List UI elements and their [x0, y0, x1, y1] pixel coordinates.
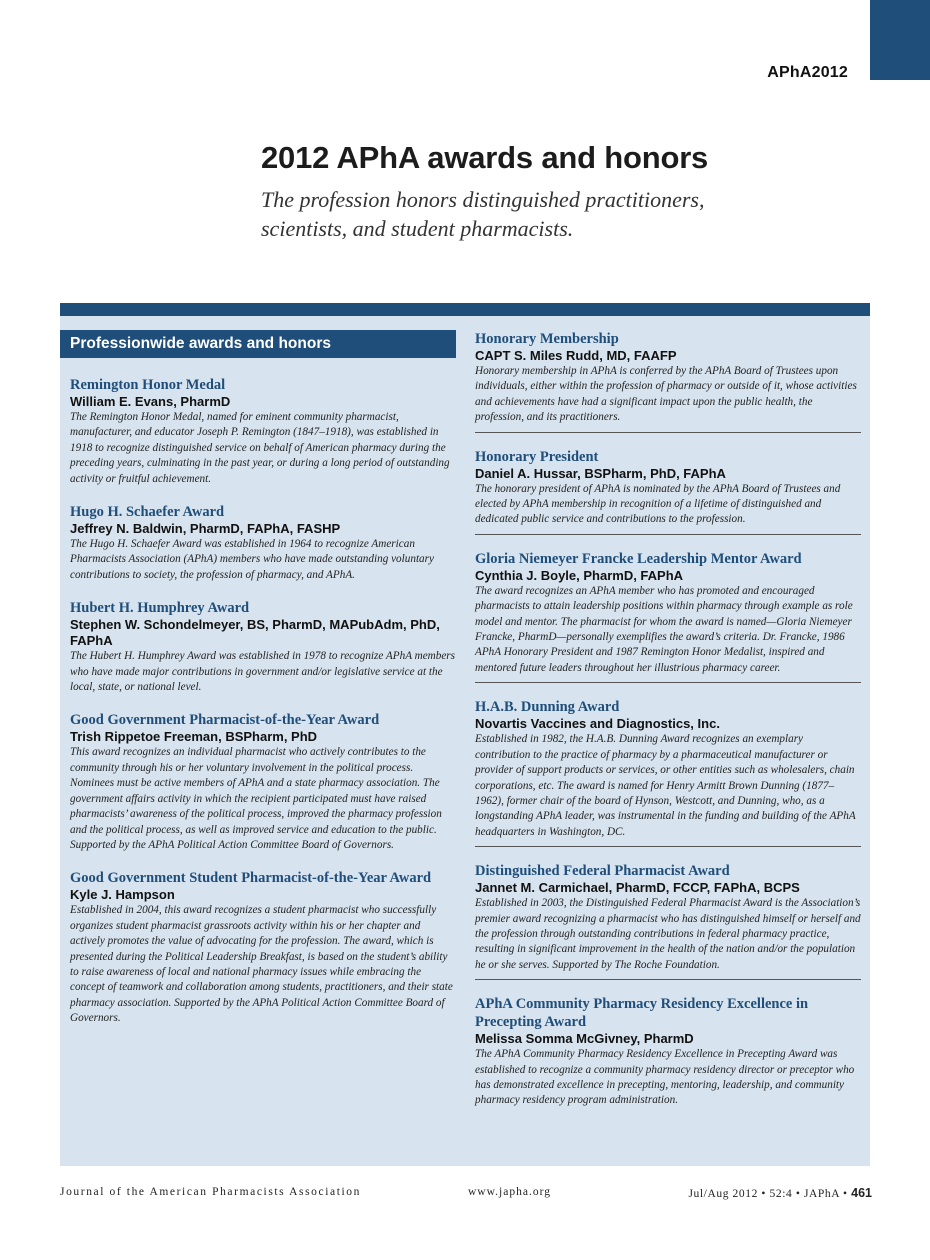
- award-recipient: Melissa Somma McGivney, PharmD: [475, 1031, 694, 1047]
- award-title: APhA Community Pharmacy Residency Excellence in Precepting Award: [475, 996, 809, 1031]
- award-title: Good Government Student Pharmacist-of-the-Year Award: [70, 870, 432, 887]
- award-title: Gloria Niemeyer Francke Leadership Mentor Award: [475, 550, 802, 567]
- award-entry: [70, 503, 456, 583]
- award-description: Established in 2003, the Distinguished Federal Pharmacist Award is the Association’s premier award recognizing a pharmacist who has distinguished himself or herself and the profession through outstanding contributions in federal pharmacy practice, resulting in significant improvement in the health of the nation and/or the population he or she serves. Supported by The Roche Foundation.: [475, 897, 861, 971]
- award-entry: [70, 711, 456, 853]
- award-entry: [70, 376, 456, 487]
- award-recipient: Daniel A. Hussar, BSPharm, PhD, FAPhA: [475, 465, 726, 481]
- award-description: Honorary membership in APhA is conferred by the APhA Board of Trustees upon individuals, either within the profession of pharmacy or outside of it, whose activities and achievements have had a significant impact upon the public health, the profession, and its practitioners.: [475, 365, 857, 424]
- award-description: Established in 1982, the H.A.B. Dunning Award recognizes an exemplary contribution to the practice of pharmacy by a pharmaceutical manufacturer or provider of support products or services, or other entities such as wholesalers, chain corporations, etc. The award is named for Henry Armitt Brown Dunning (1877–1962), former chair of the board of Hynson, Westcott, and Dunning, who, as a longstanding APhA leader, was instrumental in the funding and building of the APhA headquarters in Washington, DC.: [475, 733, 856, 838]
- right-column: [475, 330, 861, 1130]
- award-description: Established in 2004, this award recognizes a student pharmacist who successfully organizes student pharmacist grassroots activity within his or her chapter and actively promotes the value of advocating for the profession. The award, which is presented during the Political Leadership Breakfast, is based on the student’s ability to raise awareness of local and national pharmacy issues while embracing the concept of teamwork and collaboration among students, practitioners, and their state pharmacy association. Supported by the APhA Political Action Committee Board of Governors.: [70, 904, 453, 1025]
- award-recipient: Jannet M. Carmichael, PharmD, FCCP, FAPhA, BCPS: [475, 880, 800, 896]
- award-entry: [70, 599, 456, 695]
- award-description: The Hugo H. Schaefer Award was established in 1964 to recognize American Pharmacists Association (APhA) members who have made outstanding voluntary contributions to society, the profession of pharmacy, and APhA.: [70, 538, 434, 581]
- award-recipient: Novartis Vaccines and Diagnostics, Inc.: [475, 716, 720, 732]
- award-title: H.A.B. Dunning Award: [475, 699, 620, 716]
- footer-journal-name: Journal of the American Pharmacists Association: [60, 1186, 361, 1198]
- section-banner: Professionwide awards and honors: [60, 330, 456, 358]
- award-title: Remington Honor Medal: [70, 377, 226, 393]
- award-title: Honorary President: [475, 448, 599, 465]
- award-title: Good Government Pharmacist-of-the-Year Award: [70, 712, 380, 729]
- page-subtitle: The profession honors distinguished practitioners, scientists, and student pharmacists.: [261, 187, 705, 241]
- award-description: This award recognizes an individual pharmacist who actively contributes to the community through his or her voluntary involvement in the political process. Nominees must be active members of APhA and a state pharmacy association. The government affairs activity in which the recipient participated must have raised pharmacists’ awareness of the political process, improved the pharmacy profession and the political process, as well as improved service and education to the public. Supported by the APhA Political Action Committee Board of Governors.: [70, 746, 442, 851]
- award-entry: [475, 698, 861, 847]
- award-entry: [475, 448, 861, 535]
- award-entry: [475, 995, 861, 1115]
- award-entry: [475, 330, 861, 433]
- award-recipient: Trish Rippetoe Freeman, BSPharm, PhD: [70, 729, 318, 745]
- footer-issue-text: Jul/Aug 2012 • 52:4 • JAPhA •: [688, 1188, 848, 1200]
- award-recipient: Cynthia J. Boyle, PharmD, FAPhA: [475, 567, 684, 583]
- panel-top-bar: [60, 303, 870, 316]
- award-entry: [475, 550, 861, 683]
- award-recipient: Jeffrey N. Baldwin, PharmD, FAPhA, FASHP: [70, 521, 341, 537]
- section-label: APhA2012: [767, 64, 848, 81]
- award-description: The Remington Honor Medal, named for eminent community pharmacist, manufacturer, and educator Joseph P. Remington (1847–1918), was established in 1918 to recognize distinguished service on behalf of American pharmacy during the preceding years, culminating in the past year, or during a long period of outstanding activity or fruitful achievement.: [70, 411, 450, 485]
- award-title: Hugo H. Schaefer Award: [70, 504, 225, 521]
- award-title: Honorary Membership: [475, 331, 619, 347]
- award-description: The honorary president of APhA is nominated by the APhA Board of Trustees and elected by APhA membership in recognition of a lifetime of distinguished and dedicated public service and contributions to the profession.: [475, 482, 841, 526]
- award-title: Distinguished Federal Pharmacist Award: [475, 863, 730, 880]
- award-title: Hubert H. Humphrey Award: [70, 600, 250, 617]
- page-number: 461: [851, 1186, 872, 1200]
- left-column: [70, 330, 456, 1043]
- award-description: The award recognizes an APhA member who has promoted and encouraged pharmacists to attain leadership positions within pharmacy through example as role model and mentor. The pharmacist for whom the award is named—Gloria Niemeyer Francke, PharmD—personally exemplifies the award’s criteria. Dr. Francke, 1986 APhA Honorary President and 1987 Remington Honor Medalist, inspired and mentored future leaders throughout her illustrious pharmacy career.: [475, 584, 853, 674]
- award-description: The APhA Community Pharmacy Residency Excellence in Precepting Award was established to recognize a community pharmacy residency director or preceptor who has demonstrated excellence in precepting, mentoring, leadership, and community pharmacy residency program administration.: [475, 1048, 855, 1107]
- award-recipient: Kyle J. Hampson: [70, 887, 175, 903]
- page-footer: [60, 1186, 872, 1204]
- footer-url[interactable]: www.japha.org: [468, 1186, 551, 1198]
- page-title: 2012 APhA awards and honors: [261, 140, 709, 175]
- award-entry: [475, 862, 861, 980]
- footer-issue: [688, 1186, 872, 1200]
- award-recipient: Stephen W. Schondelmeyer, BS, PharmD, MAPubAdm, PhD, FAPhA: [70, 617, 440, 649]
- award-recipient: CAPT S. Miles Rudd, MD, FAAFP: [475, 348, 677, 363]
- corner-color-tab: [870, 0, 930, 80]
- award-recipient: William E. Evans, PharmD: [70, 394, 231, 409]
- award-description: The Hubert H. Humphrey Award was established in 1978 to recognize APhA members who have made major contributions in government and/or legislative service at the local, state, or national level.: [70, 650, 456, 694]
- award-entry: [70, 869, 456, 1026]
